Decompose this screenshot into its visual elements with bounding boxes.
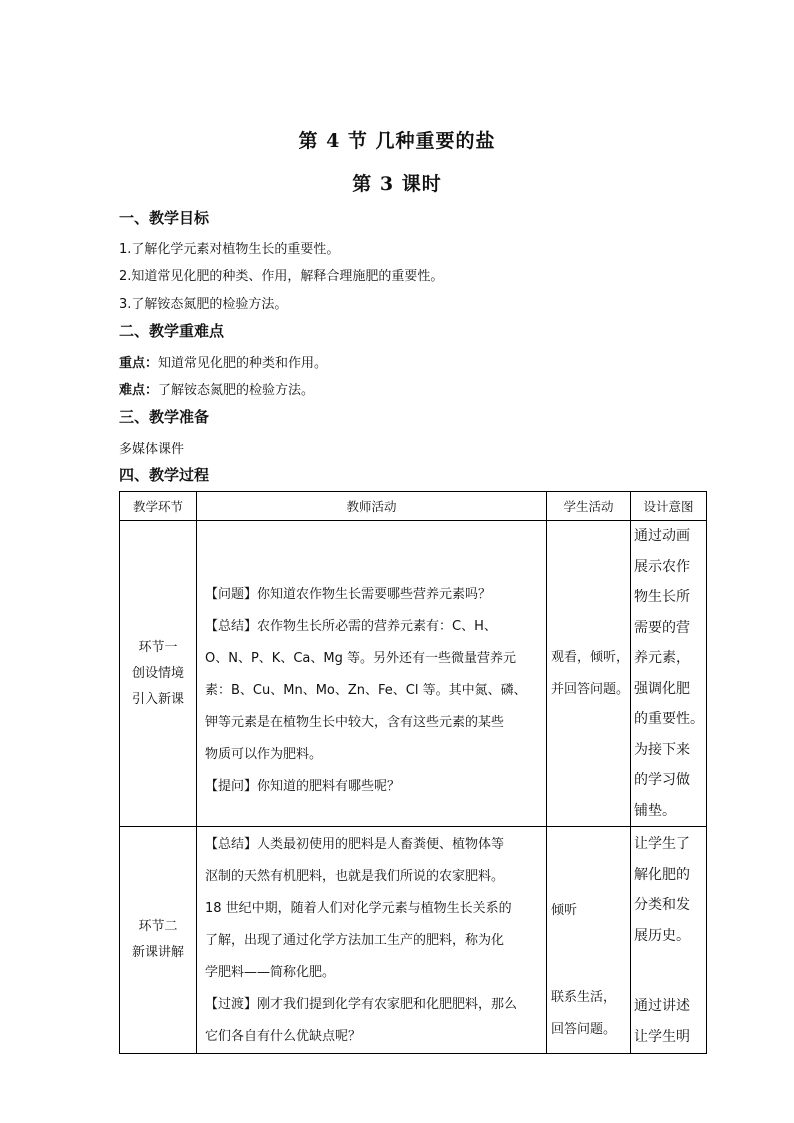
objective-item: 3.了解铵态氮肥的检验方法。	[119, 297, 288, 312]
stage-line: 引入新课	[131, 691, 184, 707]
design-line: 通过动画	[634, 528, 690, 544]
student-activity-cell	[547, 521, 631, 827]
design-line: 强调化肥	[634, 680, 690, 697]
difficulty-text: 了解铵态氮肥的检验方法。	[158, 383, 315, 398]
teaching-process-table	[119, 491, 707, 1054]
section-heading-key-points: 二、教学重难点	[119, 322, 225, 340]
teacher-line: 沤制的天然有机肥料，也就是我们所说的农家肥料。	[205, 869, 505, 884]
section-heading-preparation: 三、教学准备	[119, 408, 210, 426]
teacher-line: O、N、P、K、Ca、Mg 等。另外还有一些微量营养元	[205, 651, 516, 666]
teacher-line: 18 世纪中期，随着人们对化学元素与植物生长关系的	[205, 901, 512, 916]
design-line: 展历史。	[634, 927, 690, 944]
design-line: 解化肥的	[634, 866, 690, 883]
design-line: 为接下来	[634, 741, 690, 758]
stage-cell	[120, 521, 197, 827]
teacher-line: 【过渡】刚才我们提到化学有农家肥和化肥肥料，那么	[205, 997, 518, 1012]
student-line: 并回答问题。	[551, 681, 630, 697]
stage-line: 环节二	[138, 919, 178, 934]
objective-item: 1.了解化学元素对植物生长的重要性。	[119, 242, 340, 257]
header-design-intent: 设计意图	[631, 492, 707, 521]
stage-line: 新课讲解	[131, 945, 184, 960]
section-heading-objectives: 一、教学目标	[119, 209, 210, 227]
teacher-line: 钾等元素是在植物生长中较大，含有这些元素的某些	[205, 715, 505, 730]
stage-line: 创设情境	[131, 665, 184, 681]
student-activity-cell	[547, 827, 631, 1054]
design-line: 物生长所	[634, 589, 690, 605]
teacher-activity-cell	[197, 521, 547, 827]
teacher-line: 素：B、Cu、Mn、Mo、Zn、Fe、Cl 等。其中氮、磷、	[205, 683, 527, 698]
teacher-line: 【总结】人类最初使用的肥料是人畜粪便、植物体等	[205, 837, 505, 852]
key-point-label: 重点：	[119, 356, 159, 371]
teacher-line: 它们各自有什么优缺点呢？	[205, 1029, 362, 1044]
key-point-line	[119, 352, 327, 371]
student-line: 倾听	[551, 903, 578, 918]
teacher-line: 了解，出现了通过化学方法加工生产的肥料，称为化	[205, 933, 505, 948]
design-line: 需要的营	[634, 619, 690, 636]
table-row	[120, 827, 707, 1054]
difficulty-line	[119, 379, 314, 398]
document-title: 第 4 节 几种重要的盐	[298, 130, 496, 152]
teacher-line: 【提问】你知道的肥料有哪些呢？	[205, 779, 401, 794]
stage-cell	[120, 827, 197, 1054]
design-line: 分类和发	[634, 897, 690, 913]
teacher-line: 【总结】农作物生长所必需的营养元素有：C、H、	[205, 619, 497, 634]
student-line: 回答问题。	[551, 1022, 617, 1037]
teacher-activity-cell	[197, 827, 547, 1054]
student-line: 观看，倾听，	[551, 649, 630, 665]
design-line: 养元素，	[634, 650, 690, 666]
design-line: 的重要性。	[634, 711, 704, 727]
objective-item: 2.知道常见化肥的种类、作用，解释合理施肥的重要性。	[119, 269, 444, 284]
design-intent-cell	[631, 827, 707, 1054]
teacher-line: 【问题】你知道农作物生长需要哪些营养元素吗？	[205, 587, 492, 602]
design-line: 铺垫。	[634, 802, 676, 819]
design-line: 让学生明	[634, 1028, 690, 1045]
design-line: 展示农作	[634, 558, 690, 575]
difficulty-label: 难点：	[119, 383, 159, 398]
document-subtitle: 第 3 课时	[352, 173, 442, 195]
stage-line: 环节一	[138, 639, 178, 655]
design-line: 的学习做	[634, 772, 690, 788]
preparation-text: 多媒体课件	[119, 442, 185, 457]
teacher-line: 学肥料——简称化肥。	[205, 965, 336, 980]
header-student-activity: 学生活动	[547, 492, 631, 521]
design-intent-cell	[631, 521, 707, 827]
teacher-line: 物质可以作为肥料。	[205, 747, 323, 762]
header-stage: 教学环节	[120, 492, 197, 521]
header-teacher-activity: 教师活动	[197, 492, 547, 521]
student-line: 联系生活，	[551, 990, 617, 1005]
key-point-text: 知道常见化肥的种类和作用。	[158, 356, 328, 371]
table-header-row	[120, 492, 707, 521]
section-heading-process: 四、教学过程	[119, 466, 210, 484]
design-line: 让学生了	[634, 836, 690, 852]
table-row	[120, 521, 707, 827]
design-line: 通过讲述	[634, 998, 690, 1014]
